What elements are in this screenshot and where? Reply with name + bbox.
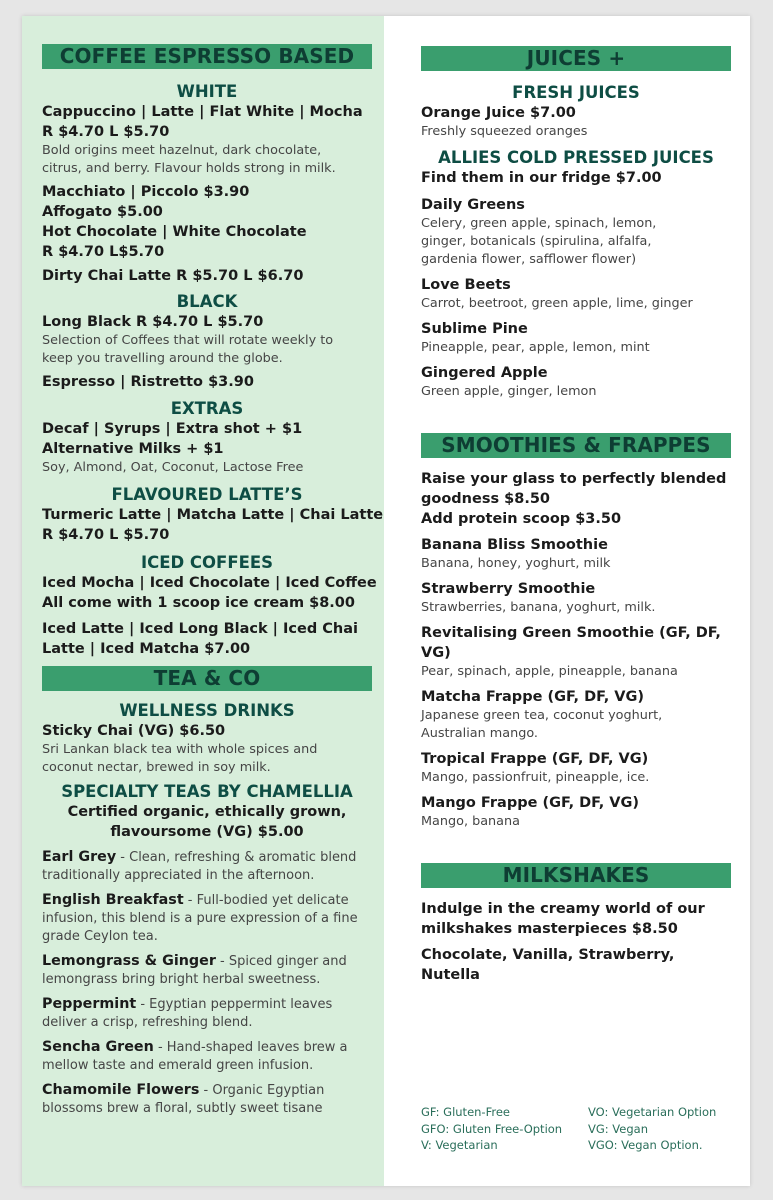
tea-desc: mellow taste and emerald green infusion. [42,1058,314,1073]
tea-desc: lemongrass bring bright herbal sweetness. [42,972,321,987]
wellness-desc-2: coconut nectar, brewed in soy milk. [42,760,271,775]
juice-name: Gingered Apple [421,365,548,381]
legend-item: VO: Vegetarian Option [588,1105,717,1119]
white-heading: WHITE [176,82,238,101]
extras-line-2: Alternative Milks + $1 [42,441,224,457]
smoothie-item [421,535,731,573]
tea-desc: - Clean, refreshing & aromatic blend [116,850,357,865]
juice-desc: Pineapple, pear, apple, lemon, mint [421,340,650,355]
flavoured-heading: FLAVOURED LATTE’S [111,485,303,504]
white-desc-1: Bold origins meet hazelnut, dark chocolate, [42,143,322,158]
legend-column-2 [588,1104,716,1154]
tea-english-breakfast [42,891,372,946]
tea-lemongrass-ginger [42,952,372,989]
white-line-5: Hot Chocolate | White Chocolate [42,224,307,240]
extras-line-1: Decaf | Syrups | Extra shot + $1 [42,421,303,437]
tea-desc: infusion, this blend is a pure expression of a fine [42,911,358,926]
legend-item: V: Vegetarian [421,1138,498,1152]
white-line-1: Cappuccino | Latte | Flat White | Mocha [42,104,363,120]
juice-desc: gardenia flower, safflower flower) [421,252,637,267]
white-line-3: Macchiato | Piccolo $3.90 [42,184,250,200]
juice-item [421,275,731,313]
tea-desc: blossoms brew a floral, subtly sweet tisane [42,1101,323,1116]
tea-desc: - Egyptian peppermint leaves [136,997,333,1012]
smoothie-item [421,579,731,617]
juices-banner: JUICES + [421,46,731,71]
flavoured-line-1: Turmeric Latte | Matcha Latte | Chai Latte [42,507,384,523]
juice-item [421,195,731,269]
tea-desc: - Full-bodied yet delicate [183,893,349,908]
wellness-heading: WELLNESS DRINKS [119,701,295,720]
white-line-4: Affogato $5.00 [42,204,163,220]
specialty-line-2: flavoursome (VG) $5.00 [110,824,304,840]
milkshakes-line-1: Indulge in the creamy world of our [421,901,705,917]
smoothie-desc: Australian mango. [421,726,538,741]
juice-desc: Celery, green apple, spinach, lemon, [421,216,657,231]
smoothie-name: Revitalising Green Smoothie (GF, DF, VG) [421,625,721,661]
tea-name: English Breakfast [42,892,184,908]
tea-earl-grey [42,848,372,885]
fresh-juices-heading: FRESH JUICES [512,83,640,102]
milkshakes-line-2: milkshakes masterpieces $8.50 [421,921,678,937]
extras-desc-1: Soy, Almond, Oat, Coconut, Lactose Free [42,460,304,475]
extras-heading: EXTRAS [170,399,244,418]
tea-desc: deliver a crisp, refreshing blend. [42,1015,253,1030]
smoothie-name: Tropical Frappe (GF, DF, VG) [421,751,649,767]
tea-desc: traditionally appreciated in the afternoon. [42,868,315,883]
smoothies-line-2: goodness $8.50 [421,491,551,507]
tea-banner: TEA & CO [42,666,372,691]
tea-name: Lemongrass & Ginger [42,953,216,969]
smoothie-desc: Strawberries, banana, yoghurt, milk. [421,600,656,615]
juice-item [421,319,731,357]
tea-name: Chamomile Flowers [42,1082,200,1098]
tea-name: Earl Grey [42,849,117,865]
flavoured-line-2: R $4.70 L $5.70 [42,527,170,543]
smoothies-banner: SMOOTHIES & FRAPPES [421,433,731,458]
tea-chamomile-flowers [42,1081,372,1118]
black-desc-1: Selection of Coffees that will rotate weekly to [42,333,334,348]
juice-name: Love Beets [421,277,511,293]
smoothie-desc: Mango, passionfruit, pineapple, ice. [421,770,650,785]
wellness-desc-1: Sri Lankan black tea with whole spices and [42,742,318,757]
juice-name: Sublime Pine [421,321,528,337]
tea-peppermint [42,995,372,1032]
allies-line-1: Find them in our fridge $7.00 [421,170,662,186]
smoothie-item [421,687,731,743]
black-line-1: Long Black R $4.70 L $5.70 [42,314,264,330]
legend-column-1 [421,1104,562,1154]
white-line-6: R $4.70 L$5.70 [42,244,165,260]
smoothie-desc: Pear, spinach, apple, pineapple, banana [421,664,678,679]
smoothie-name: Matcha Frappe (GF, DF, VG) [421,689,645,705]
legend-item: VGO: Vegan Option. [588,1138,703,1152]
right-column [384,16,750,1186]
iced-line-1: Iced Mocha | Iced Chocolate | Iced Coffee [42,575,377,591]
smoothies-line-1: Raise your glass to perfectly blended [421,471,727,487]
smoothie-name: Mango Frappe (GF, DF, VG) [421,795,640,811]
wellness-line-1: Sticky Chai (VG) $6.50 [42,723,226,739]
fresh-desc-1: Freshly squeezed oranges [421,124,588,139]
tea-desc: - Organic Egyptian [199,1083,325,1098]
coffee-banner: COFFEE ESPRESSO BASED [42,44,372,69]
juice-name: Daily Greens [421,197,525,213]
iced-line-4: Latte | Iced Matcha $7.00 [42,641,251,657]
smoothie-item [421,749,731,787]
white-line-7: Dirty Chai Latte R $5.70 L $6.70 [42,268,304,284]
black-desc-2: keep you travelling around the globe. [42,351,283,366]
juice-item [421,363,731,401]
specialty-heading: SPECIALTY TEAS BY CHAMELLIA [61,782,353,801]
white-line-2: R $4.70 L $5.70 [42,124,170,140]
tea-desc: - Spiced ginger and [215,954,347,969]
juice-desc: Carrot, beetroot, green apple, lime, ginger [421,296,693,311]
legend-item: GF: Gluten-Free [421,1105,510,1119]
black-line-2: Espresso | Ristretto $3.90 [42,374,254,390]
smoothie-item [421,793,731,831]
smoothie-desc: Banana, honey, yoghurt, milk [421,556,611,571]
milkshakes-line-4: Nutella [421,967,480,983]
tea-name: Sencha Green [42,1039,154,1055]
tea-desc: - Hand-shaped leaves brew a [153,1040,348,1055]
white-desc-2: citrus, and berry. Flavour holds strong in milk. [42,161,336,176]
allies-heading: ALLIES COLD PRESSED JUICES [438,148,714,167]
specialty-line-1: Certified organic, ethically grown, [67,804,347,820]
iced-heading: ICED COFFEES [140,553,274,572]
fresh-line-1: Orange Juice $7.00 [421,105,576,121]
iced-line-2: All come with 1 scoop ice cream $8.00 [42,595,355,611]
menu-page [22,16,750,1186]
juice-desc: Green apple, ginger, lemon [421,384,597,399]
smoothie-desc: Mango, banana [421,814,520,829]
milkshakes-banner: MILKSHAKES [421,863,731,888]
tea-name: Peppermint [42,996,137,1012]
legend-item: VG: Vegan [588,1121,648,1136]
milkshakes-line-3: Chocolate, Vanilla, Strawberry, [421,947,675,963]
legend-item: GFO: Gluten Free-Option [421,1121,563,1136]
smoothie-item [421,623,731,681]
tea-desc: grade Ceylon tea. [42,929,158,944]
black-heading: BLACK [176,292,238,311]
smoothie-name: Strawberry Smoothie [421,581,596,597]
smoothie-desc: Japanese green tea, coconut yoghurt, [421,708,663,723]
iced-line-3: Iced Latte | Iced Long Black | Iced Chai [42,621,358,637]
left-column [22,16,384,1186]
juice-desc: ginger, botanicals (spirulina, alfalfa, [421,234,652,249]
tea-sencha-green [42,1038,372,1075]
smoothies-line-3: Add protein scoop $3.50 [421,511,622,527]
smoothie-name: Banana Bliss Smoothie [421,537,608,553]
